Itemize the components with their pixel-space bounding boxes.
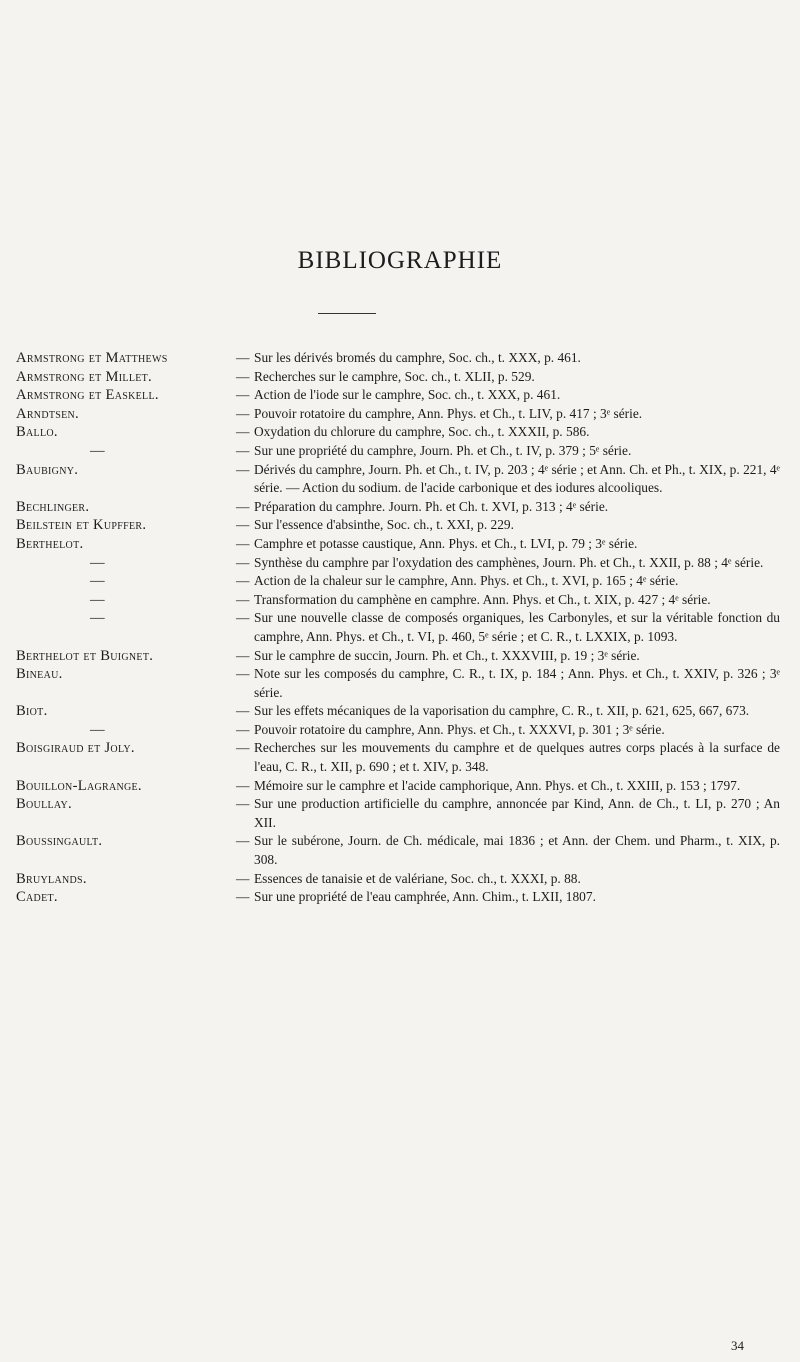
entry-author: Baubigny. xyxy=(16,461,79,478)
bibliography-entry xyxy=(0,461,800,498)
bibliography-entry xyxy=(0,442,800,461)
entry-text: Synthèse du camphre par l'oxydation des camphènes, Journ. Ph. et Ch., t. XXII, p. 88 ; 4ᵉ série. xyxy=(254,554,764,570)
bibliography-entry xyxy=(0,591,800,610)
entry-text: Note sur les composés du camphre, C. R., t. IX, p. 184 ; Ann. Phys. et Ch., t. XXIV, p. 326 ; 3ᵉ série. xyxy=(254,666,780,700)
entry-author: Beilstein et Kupffer. xyxy=(16,517,147,534)
entry-dash: — xyxy=(236,554,250,570)
entry-dash: — xyxy=(236,740,250,756)
entry-text: Action de l'iode sur le camphre, Soc. ch., t. XXX, p. 461. xyxy=(254,387,561,403)
entry-dash: — xyxy=(236,796,250,812)
entry-text: Oxydation du chlorure du camphre, Soc. ch., t. XXXII, p. 586. xyxy=(254,424,590,440)
entry-text: Sur une propriété de l'eau camphrée, Ann. Chim., t. LXII, 1807. xyxy=(254,889,596,905)
entry-text: Sur les dérivés bromés du camphre, Soc. ch., t. XXX, p. 461. xyxy=(254,350,581,365)
entry-author: Armstrong et Easkell. xyxy=(16,387,159,404)
bibliography-entry xyxy=(0,870,800,889)
entry-text: Sur une propriété du camphre, Journ. Ph. et Ch., t. IV, p. 379 ; 5ᵉ série. xyxy=(254,442,632,458)
entry-text: Essences de tanaisie et de valériane, Soc. ch., t. XXXI, p. 88. xyxy=(254,870,581,886)
entry-dash: — xyxy=(236,870,250,886)
entry-dash: — xyxy=(236,591,250,607)
entry-author: — xyxy=(90,554,105,571)
bibliography-entry xyxy=(0,349,800,368)
bibliography-entry xyxy=(0,572,800,591)
entry-dash: — xyxy=(236,610,250,626)
title-rule xyxy=(318,313,376,314)
entry-text: Recherches sur le camphre, Soc. ch., t. XLII, p. 529. xyxy=(254,368,535,384)
entry-dash: — xyxy=(236,666,250,682)
entry-author: Boisgiraud et Joly. xyxy=(16,740,135,757)
entry-text: Camphre et potasse caustique, Ann. Phys. et Ch., t. LVI, p. 79 ; 3ᵉ série. xyxy=(254,535,638,551)
page-title: BIBLIOGRAPHIE xyxy=(297,247,503,274)
entry-author: — xyxy=(90,610,105,627)
entry-author: Bineau. xyxy=(16,666,63,683)
bibliography-entry xyxy=(0,368,800,387)
bibliography-entry xyxy=(0,498,800,517)
entry-text: Sur le subérone, Journ. de Ch. médicale, mai 1836 ; et Ann. der Chem. und Pharm., t. XIX, p. 308. xyxy=(254,833,780,868)
entry-dash: — xyxy=(236,461,250,477)
entry-author: — xyxy=(90,573,105,590)
entry-author: Armstrong et Matthews xyxy=(16,350,168,366)
bibliography-entry xyxy=(0,535,800,554)
bibliography-entry xyxy=(0,777,800,796)
entry-author: — xyxy=(90,442,105,459)
entry-dash: — xyxy=(236,517,250,533)
bibliography-entry xyxy=(0,405,800,424)
entry-dash: — xyxy=(236,368,250,384)
entry-text: Transformation du camphène en camphre. Ann. Phys. et Ch., t. XIX, p. 427 ; 4ᵉ série. xyxy=(254,591,711,607)
entry-dash: — xyxy=(236,703,250,719)
bibliography-entry xyxy=(0,665,800,702)
entry-author: Arndtsen. xyxy=(16,405,80,422)
entry-text: Dérivés du camphre, Journ. Ph. et Ch., t. IV, p. 203 ; 4ᵉ série ; et Ann. Ch. et Ph., t. XIX, p. 221, 4ᵉ série. — Action du sodium. de l'acide carbonique et des iodures alcooliques. xyxy=(254,461,780,496)
entry-dash: — xyxy=(236,573,250,589)
entry-author: Berthelot. xyxy=(16,535,84,552)
entry-text: Pouvoir rotatoire du camphre, Ann. Phys. et Ch., t. LIV, p. 417 ; 3ᵉ série. xyxy=(254,405,643,421)
bibliography-entry xyxy=(0,554,800,573)
entry-dash: — xyxy=(236,498,250,514)
entry-author: — xyxy=(90,591,105,608)
entry-dash: — xyxy=(236,535,250,551)
entry-text: Préparation du camphre. Journ. Ph. et Ch. t. XVI, p. 313 ; 4ᵉ série. xyxy=(254,498,609,514)
entry-author: Bechlinger. xyxy=(16,498,90,515)
entry-dash: — xyxy=(236,777,250,793)
entry-dash: — xyxy=(236,647,250,663)
entry-author: Ballo. xyxy=(16,424,58,441)
entry-author: Boullay. xyxy=(16,796,72,813)
bibliography-entry xyxy=(0,739,800,776)
page-number: 34 xyxy=(731,1338,744,1353)
entry-author: Bruylands. xyxy=(16,870,87,887)
bibliography-entry xyxy=(0,516,800,535)
entry-author: Cadet. xyxy=(16,889,58,906)
entry-text: Recherches sur les mouvements du camphre et de quelques autres corps placés à la surface de l'eau, C. R., t. XII, p. 690 ; et t. XIV, p. 348. xyxy=(254,740,780,775)
entry-author: Armstrong et Millet. xyxy=(16,368,153,385)
entry-dash: — xyxy=(236,424,250,440)
entry-dash: — xyxy=(236,405,250,421)
entry-author: Berthelot et Buignet. xyxy=(16,647,154,664)
entry-dash: — xyxy=(236,721,250,737)
entry-dash: — xyxy=(236,350,250,365)
entry-text: Sur les effets mécaniques de la vaporisation du camphre, C. R., t. XII, p. 621, 625, 667, 673. xyxy=(254,703,750,719)
entry-author: Bouillon-Lagrange. xyxy=(16,777,142,794)
bibliography-list xyxy=(0,349,800,907)
entry-author: — xyxy=(90,721,105,738)
bibliography-entry xyxy=(0,386,800,405)
bibliography-entry xyxy=(0,647,800,666)
entry-dash: — xyxy=(236,442,250,458)
entry-text: Pouvoir rotatoire du camphre, Ann. Phys. et Ch., t. XXXVI, p. 301 ; 3ᵉ série. xyxy=(254,721,665,737)
entry-author: Biot. xyxy=(16,703,48,720)
entry-author: Boussingault. xyxy=(16,833,103,850)
bibliography-entry xyxy=(0,702,800,721)
entry-text: Mémoire sur le camphre et l'acide camphorique, Ann. Phys. et Ch., t. XXIII, p. 153 ; 1797. xyxy=(254,777,741,793)
entry-text: Sur l'essence d'absinthe, Soc. ch., t. XXI, p. 229. xyxy=(254,517,514,533)
entry-text: Sur le camphre de succin, Journ. Ph. et Ch., t. XXXVIII, p. 19 ; 3ᵉ série. xyxy=(254,647,640,663)
entry-text: Sur une production artificielle du camphre, annoncée par Kind, Ann. de Ch., t. LI, p. 270 ; An XII. xyxy=(254,796,780,830)
entry-dash: — xyxy=(236,387,250,403)
entry-text: Sur une nouvelle classe de composés organiques, les Carbonyles, et sur la véritable fonction du camphre, Ann. Phys. et Ch., t. VI, p. 460, 5ᵉ série ; et C. R., t. LXXIX, p. 1093. xyxy=(254,610,780,644)
bibliography-entry xyxy=(0,795,800,832)
entry-dash: — xyxy=(236,833,250,849)
entry-text: Action de la chaleur sur le camphre, Ann. Phys. et Ch., t. XVI, p. 165 ; 4ᵉ série. xyxy=(254,573,679,589)
bibliography-entry xyxy=(0,888,800,907)
entry-dash: — xyxy=(236,889,250,905)
bibliography-entry xyxy=(0,721,800,740)
bibliography-entry xyxy=(0,423,800,442)
bibliography-entry xyxy=(0,609,800,646)
bibliography-entry xyxy=(0,832,800,869)
